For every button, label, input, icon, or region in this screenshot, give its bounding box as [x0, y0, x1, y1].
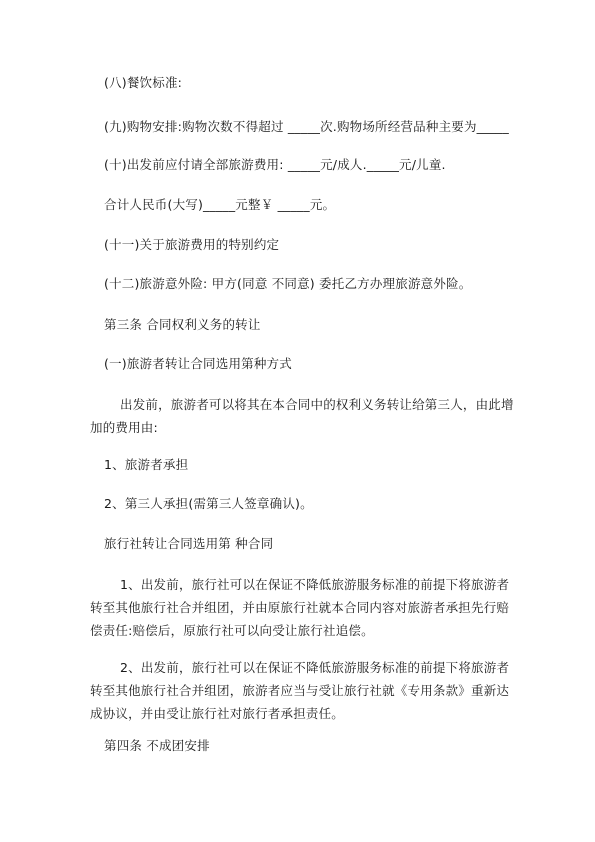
agency-transfer-paragraph-2: 2、出发前，旅行社可以在保证不降低旅游服务标准的前提下将旅游者转至其他旅行社合并组团，旅游者应当与受让旅行社就《专用条款》重新达成协议，并由受让旅行社对旅行者承担责任。 — [90, 660, 510, 721]
article-4-heading: 第四条 不成团安排 — [104, 738, 210, 753]
total-amount: 合计人民币(大写)_____元整￥ _____元。 — [104, 197, 336, 212]
option-tourist-bears: 1、旅游者承担 — [104, 457, 189, 472]
clause-special-agreement: (十一)关于旅游费用的特别约定 — [104, 237, 280, 252]
tourist-transfer-paragraph: 出发前，旅游者可以将其在本合同中的权利义务转让给第三人，由此增加的费用由: — [90, 397, 514, 435]
clause-fees: (十)出发前应付请全部旅游费用: _____元/成人._____元/儿童. — [104, 157, 446, 172]
option-third-party-bears: 2、第三人承担(需第三人签章确认)。 — [104, 496, 313, 511]
agency-transfer-option: 旅行社转让合同选用第 种合同 — [104, 536, 274, 551]
article-3-heading: 第三条 合同权利义务的转让 — [104, 317, 261, 332]
tourist-transfer-option: (一)旅游者转让合同选用第种方式 — [104, 356, 292, 371]
clause-insurance: (十二)旅游意外险: 甲方(同意 不同意) 委托乙方办理旅游意外险。 — [104, 276, 472, 291]
clause-meal-standard: (八)餐饮标准: — [104, 75, 183, 90]
agency-transfer-paragraph-1: 1、出发前，旅行社可以在保证不降低旅游服务标准的前提下将旅游者转至其他旅行社合并组团，并由原旅行社就本合同内容对旅游者承担先行赔偿责任:赔偿后，原旅行社可以向受让旅行社追偿。 — [90, 577, 510, 638]
clause-shopping: (九)购物安排:购物次数不得超过 _____次.购物场所经营品种主要为_____ — [104, 119, 509, 134]
